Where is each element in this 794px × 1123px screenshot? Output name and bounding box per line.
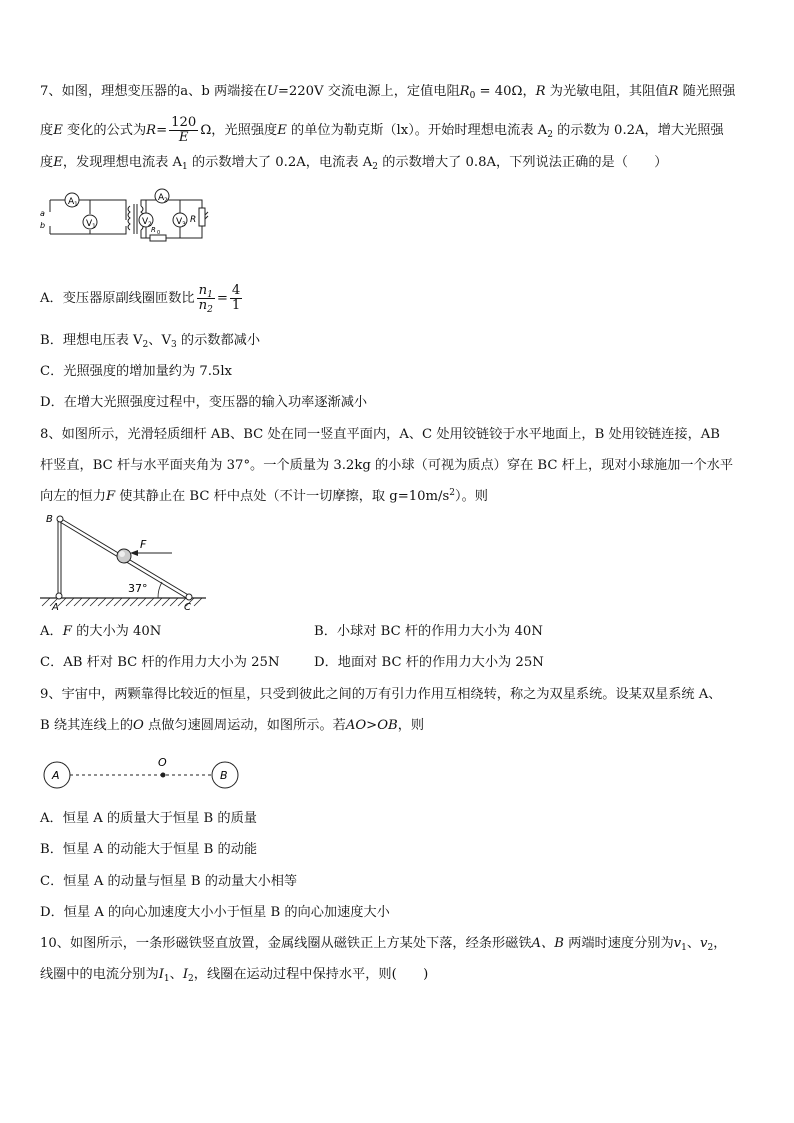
fraction-4-over-1: $\frac{4}{1}$ [231, 283, 241, 313]
hinge-c [186, 594, 192, 600]
q8-option-d: D．地面对 BC 杆的作用力大小为 25N [314, 655, 544, 670]
q8-line1: 8、如图所示，光滑轻质细杆 AB、BC 处在同一竖直平面内，A、C 处用铰链铰于水平地面上，B 处用铰链连接，AB [40, 427, 720, 442]
r0-sub-label: 0 [157, 230, 161, 236]
q9-option-b: B．恒星 A 的动能大于恒星 B 的动能 [40, 842, 258, 857]
label-f: F [140, 538, 147, 551]
q9-option-d: D．恒星 A 的向心加速度大小小于恒星 B 的向心加速度大小 [40, 905, 390, 920]
q7-option-d: D．在增大光照强度过程中，变压器的输入功率逐渐减小 [40, 395, 368, 410]
svg-text:V: V [86, 219, 93, 229]
q9-line1: 9、宇宙中，两颗靠得比较近的恒星，只受到彼此之间的万有引力作用互相绕转，称之为双星系统。设某双星系统 A、 [40, 687, 722, 702]
q7-line3: 度E，发现理想电流表 $A_1$ 的示数增大了 0.2A，电流表 $A_2$ 的示数增大了 0.8A，下列说法正确的是（ ） [40, 155, 668, 172]
voltmeter-V3 [173, 213, 187, 228]
q7-option-b: B．理想电压表 $V_2$、$V_3$ 的示数都减小 [40, 333, 261, 350]
hinge-b [57, 516, 63, 522]
terminal-b-label: b [40, 221, 46, 230]
terminal-a-label: a [40, 209, 45, 218]
svg-text:1: 1 [92, 223, 96, 230]
q8-option-b: B．小球对 BC 杆的作用力大小为 40N [314, 624, 543, 639]
svg-text:1: 1 [74, 201, 78, 208]
q8-option-c: C．AB 杆对 BC 杆的作用力大小为 25N [40, 655, 280, 670]
voltmeter-V1 [83, 215, 97, 230]
rods-and-ball-diagram [38, 510, 214, 612]
fraction-n1-over-n2: $\frac{n_1}{n_2}$ [198, 283, 213, 315]
label-o: O [158, 756, 167, 769]
fraction-120-over-E: $\frac{120}{E}$ [171, 115, 197, 145]
ammeter-A1 [65, 193, 79, 208]
q9-line2: B 绕其连线上的O 点做匀速圆周运动，如图所示。若AO>OB，则 [40, 718, 425, 733]
svg-text:3: 3 [182, 221, 186, 228]
q7-option-a: A．变压器原副线圈匝数比 $\frac{n_1}{n_2}$ = $\frac{4}{1}$ [40, 283, 241, 315]
hinge-a [56, 593, 62, 599]
q8-line2: 杆竖直，BC 杆与水平面夹角为 37°。一个质量为 3.2kg 的小球（可视为质点）穿在 BC 杆上，现对小球施加一个水平 [40, 458, 734, 473]
label-c: C [184, 602, 191, 612]
ball-highlight [119, 551, 125, 557]
r0-label: R [151, 226, 156, 234]
ammeter-A2 [155, 189, 169, 204]
label-a: A [52, 602, 59, 612]
svg-text:A: A [158, 193, 165, 203]
label-star-a: A [52, 769, 60, 782]
ground-hatching [42, 598, 202, 606]
q10-line2: 线圈中的电流分别为$I_1$、$I_2$，线圈在运动过程中保持水平，则( ) [40, 967, 429, 984]
q9-option-a: A．恒星 A 的质量大于恒星 B 的质量 [40, 811, 257, 826]
q7-line2: 度E 变化的公式为R= $\frac{120}{E}$ Ω，光照强度E 的单位为勒克斯（lx）。开始时理想电流表 $A_2$ 的示数为 0.2A，增大光照强 [40, 115, 724, 145]
q7-option-c: C．光照强度的增加量约为 7.5lx [40, 364, 232, 379]
q8-option-a: A．F 的大小为 40N [40, 624, 162, 639]
q10-line1: 10、如图所示，一条形磁铁竖直放置，金属线圈从磁铁正上方某处下落，经条形磁铁A、B 两端时速度分别为$v_1$、$v_2$， [40, 936, 727, 953]
binary-star-diagram [40, 754, 240, 794]
angle-label: 37° [128, 582, 148, 595]
label-star-b: B [220, 769, 228, 782]
svg-text:V: V [176, 217, 183, 227]
transformer-circuit-diagram [38, 186, 210, 248]
q9-option-c: C．恒星 A 的动量与恒星 B 的动量大小相等 [40, 874, 298, 889]
q8-line3: 向左的恒力F 使其静止在 BC 杆中点处（不计一切摩擦，取 $g=10m/s^2$）。则 [40, 488, 488, 504]
svg-text:A: A [68, 197, 75, 207]
svg-text:2: 2 [164, 197, 168, 204]
label-b: B [46, 514, 53, 525]
svg-text:V: V [142, 217, 149, 227]
svg-text:2: 2 [148, 221, 152, 228]
q7-line1: 7、如图，理想变压器的a、b 两端接在U=220V 交流电源上，定值电阻$R_0 = 40\Omega$，R 为光敏电阻，其阻值R 随光照强 [40, 84, 736, 101]
point-o [161, 773, 166, 778]
r-label: R [190, 215, 197, 225]
